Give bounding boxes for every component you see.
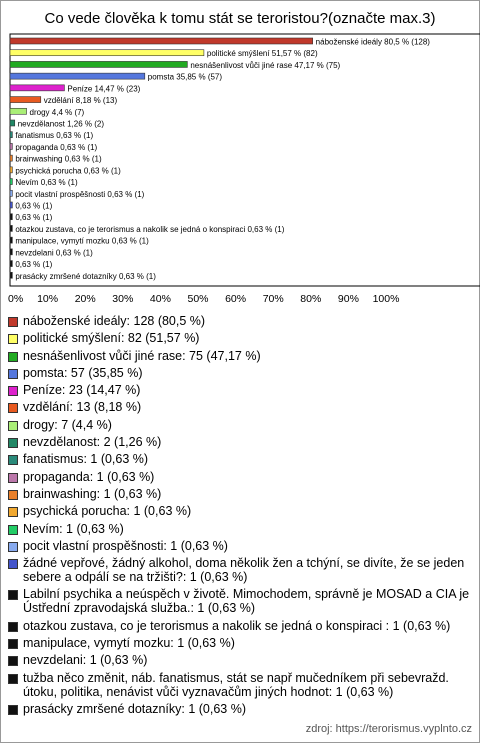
- legend-item: [8, 636, 470, 650]
- legend-label: politické smýšlení: 82 (51,57 %): [23, 331, 200, 346]
- bar-data-label: propaganda 0,63 % (1): [15, 142, 98, 152]
- legend-item: [8, 452, 470, 466]
- legend-item: [8, 619, 470, 633]
- chart-title: Co vede člověka k tomu stát se teroristou?(označte max.3): [44, 10, 436, 27]
- legend-swatch: [8, 490, 18, 500]
- legend-swatch: [8, 559, 18, 569]
- bar: [10, 272, 12, 278]
- legend-swatch: [8, 622, 18, 632]
- legend-item: [8, 435, 470, 449]
- bar-data-label: politické smýšlení 51,57 % (82): [206, 49, 318, 59]
- legend-item: [8, 383, 470, 397]
- legend-label: náboženské ideály: 128 (80,5 %): [23, 314, 206, 328]
- legend-label: pocit vlastní prospěšnosti: 1 (0,63 %): [23, 538, 228, 553]
- legend-item: [8, 556, 470, 584]
- x-tick-label: 60%: [225, 293, 247, 305]
- bar-data-label: 0,63 % (1): [15, 260, 53, 270]
- legend-item: [8, 702, 470, 716]
- bar: [10, 38, 313, 44]
- bar: [10, 120, 15, 126]
- legend-swatch: [8, 542, 18, 552]
- legend-label: žádné vepřové, žádný alkohol, doma několik žen a tchýní, se divíte, že se jeden sebere a odpálí se na tržišti?: 1 (0,63 %): [23, 556, 465, 585]
- legend-label: brainwashing: 1 (0,63 %): [23, 486, 162, 501]
- bar: [10, 61, 187, 67]
- bar: [10, 190, 12, 196]
- legend-swatch: [8, 455, 18, 465]
- bar-data-label: náboženské ideály 80,5 % (128): [315, 37, 430, 47]
- legend-item: [8, 504, 470, 518]
- bar: [10, 132, 12, 138]
- bar: [10, 167, 12, 173]
- bar-data-label: nevzdělanost 1,26 % (2): [17, 119, 105, 129]
- legend-label: psychická porucha: 1 (0,63 %): [23, 504, 192, 519]
- legend-swatch: [8, 386, 18, 396]
- bar: [10, 225, 12, 231]
- bar-data-label: Nevím 0,63 % (1): [15, 178, 78, 188]
- x-tick-label: 20%: [74, 293, 96, 305]
- bar-plot: [0, 0, 480, 312]
- legend-item: [8, 418, 470, 432]
- bar-data-label: 0,63 % (1): [15, 213, 53, 223]
- legend-item: [8, 539, 470, 553]
- legend-item: [8, 522, 470, 536]
- legend-swatch: [8, 639, 18, 649]
- legend-label: nevzdělanost: 2 (1,26 %): [23, 435, 162, 450]
- legend-swatch: [8, 656, 18, 666]
- legend-item: [8, 671, 470, 699]
- bar: [10, 50, 204, 56]
- bar-data-label: drogy 4,4 % (7): [29, 107, 85, 117]
- bar: [10, 261, 12, 267]
- legend-item: [8, 366, 470, 380]
- bar: [10, 237, 12, 243]
- x-tick-label: 40%: [149, 293, 171, 305]
- legend-item: [8, 653, 470, 667]
- legend: [8, 314, 470, 719]
- legend-swatch: [8, 334, 18, 344]
- legend-item: [8, 400, 470, 414]
- legend-label: otazkou zustava, co je terorismus a nakolik se jedná o konspiraci : 1 (0,63 %): [23, 618, 451, 633]
- legend-item: [8, 470, 470, 484]
- bar-data-label: 0,63 % (1): [15, 201, 53, 211]
- bar-data-label: pocit vlastní prospěšnosti 0,63 % (1): [15, 189, 145, 199]
- legend-item: [8, 314, 470, 328]
- legend-swatch: [8, 438, 18, 448]
- legend-label: nevzdelani: 1 (0,63 %): [23, 653, 148, 668]
- bar: [10, 179, 12, 185]
- legend-swatch: [8, 403, 18, 413]
- legend-swatch: [8, 525, 18, 535]
- legend-swatch: [8, 421, 18, 431]
- bar: [10, 155, 12, 161]
- x-tick-label: 90%: [337, 293, 359, 305]
- x-tick-label: 10%: [37, 293, 59, 305]
- legend-swatch: [8, 317, 18, 327]
- bar-data-label: otazkou zustava, co je terorismus a nakolik se jedná o konspiraci 0,63 % (1): [15, 224, 285, 234]
- source-credit: zdroj: https://terorismus.vyplnto.cz: [305, 723, 472, 735]
- legend-label: pomsta: 57 (35,85 %): [23, 365, 143, 380]
- x-tick-label: 100%: [372, 293, 400, 305]
- legend-swatch: [8, 369, 18, 379]
- legend-label: fanatismus: 1 (0,63 %): [23, 452, 149, 467]
- legend-label: tužba něco změnit, náb. fanatismus, stát se např mučedníkem při sebevražd. útoku, politika, nenávist vůči vyznavačům jiných hodnot: 1 (0,63 %): [23, 670, 449, 699]
- bar: [10, 85, 64, 91]
- bar-data-label: nevzdelani 0,63 % (1): [15, 248, 93, 258]
- legend-item: [8, 349, 470, 363]
- bar-data-label: Peníze 14,47 % (23): [67, 84, 141, 94]
- bar: [10, 97, 41, 103]
- bar-data-label: brainwashing 0,63 % (1): [15, 154, 102, 164]
- bar: [10, 249, 12, 255]
- bar: [10, 108, 27, 114]
- bar: [10, 202, 12, 208]
- legend-swatch: [8, 590, 18, 600]
- legend-label: propaganda: 1 (0,63 %): [23, 469, 155, 484]
- legend-item: [8, 331, 470, 345]
- bar: [10, 143, 12, 149]
- legend-label: Labilní psychika a neúspěch v životě. Mimochodem, správně je MOSAD a CIA je Ústřední zpravodajská služba.: 1 (0,63 %): [23, 587, 470, 616]
- x-tick-label: 30%: [112, 293, 134, 305]
- legend-label: Nevím: 1 (0,63 %): [23, 521, 124, 536]
- bar-data-label: fanatismus 0,63 % (1): [15, 131, 94, 141]
- legend-swatch: [8, 674, 18, 684]
- bar: [10, 214, 12, 220]
- legend-swatch: [8, 705, 18, 715]
- x-tick-label: 0%: [8, 293, 24, 305]
- bar-data-label: vzdělání 8,18 % (13): [43, 96, 118, 106]
- x-tick-label: 50%: [187, 293, 209, 305]
- legend-label: nesnášenlivost vůči jiné rase: 75 (47,17 %): [23, 348, 261, 363]
- bar-data-label: psychická porucha 0,63 % (1): [15, 166, 121, 176]
- legend-swatch: [8, 507, 18, 517]
- legend-label: Peníze: 23 (14,47 %): [23, 383, 141, 398]
- bar-data-label: pomsta 35,85 % (57): [147, 72, 223, 82]
- legend-label: drogy: 7 (4,4 %): [23, 417, 112, 432]
- legend-label: vzdělání: 13 (8,18 %): [23, 400, 142, 415]
- legend-item: [8, 487, 470, 501]
- bar-data-label: manipulace, vymytí mozku 0,63 % (1): [15, 236, 149, 246]
- bar-data-label: nesnášenlivost vůči jiné rase 47,17 % (75): [190, 60, 341, 70]
- bar-data-label: prasácky zmršené dotazníky 0,63 % (1): [15, 271, 156, 281]
- x-tick-label: 80%: [300, 293, 322, 305]
- legend-swatch: [8, 473, 18, 483]
- bar: [10, 73, 145, 79]
- legend-item: [8, 587, 470, 615]
- x-tick-label: 70%: [262, 293, 284, 305]
- legend-label: manipulace, vymytí mozku: 1 (0,63 %): [23, 636, 235, 651]
- legend-label: prasácky zmršené dotazníky: 1 (0,63 %): [23, 701, 247, 716]
- legend-swatch: [8, 352, 18, 362]
